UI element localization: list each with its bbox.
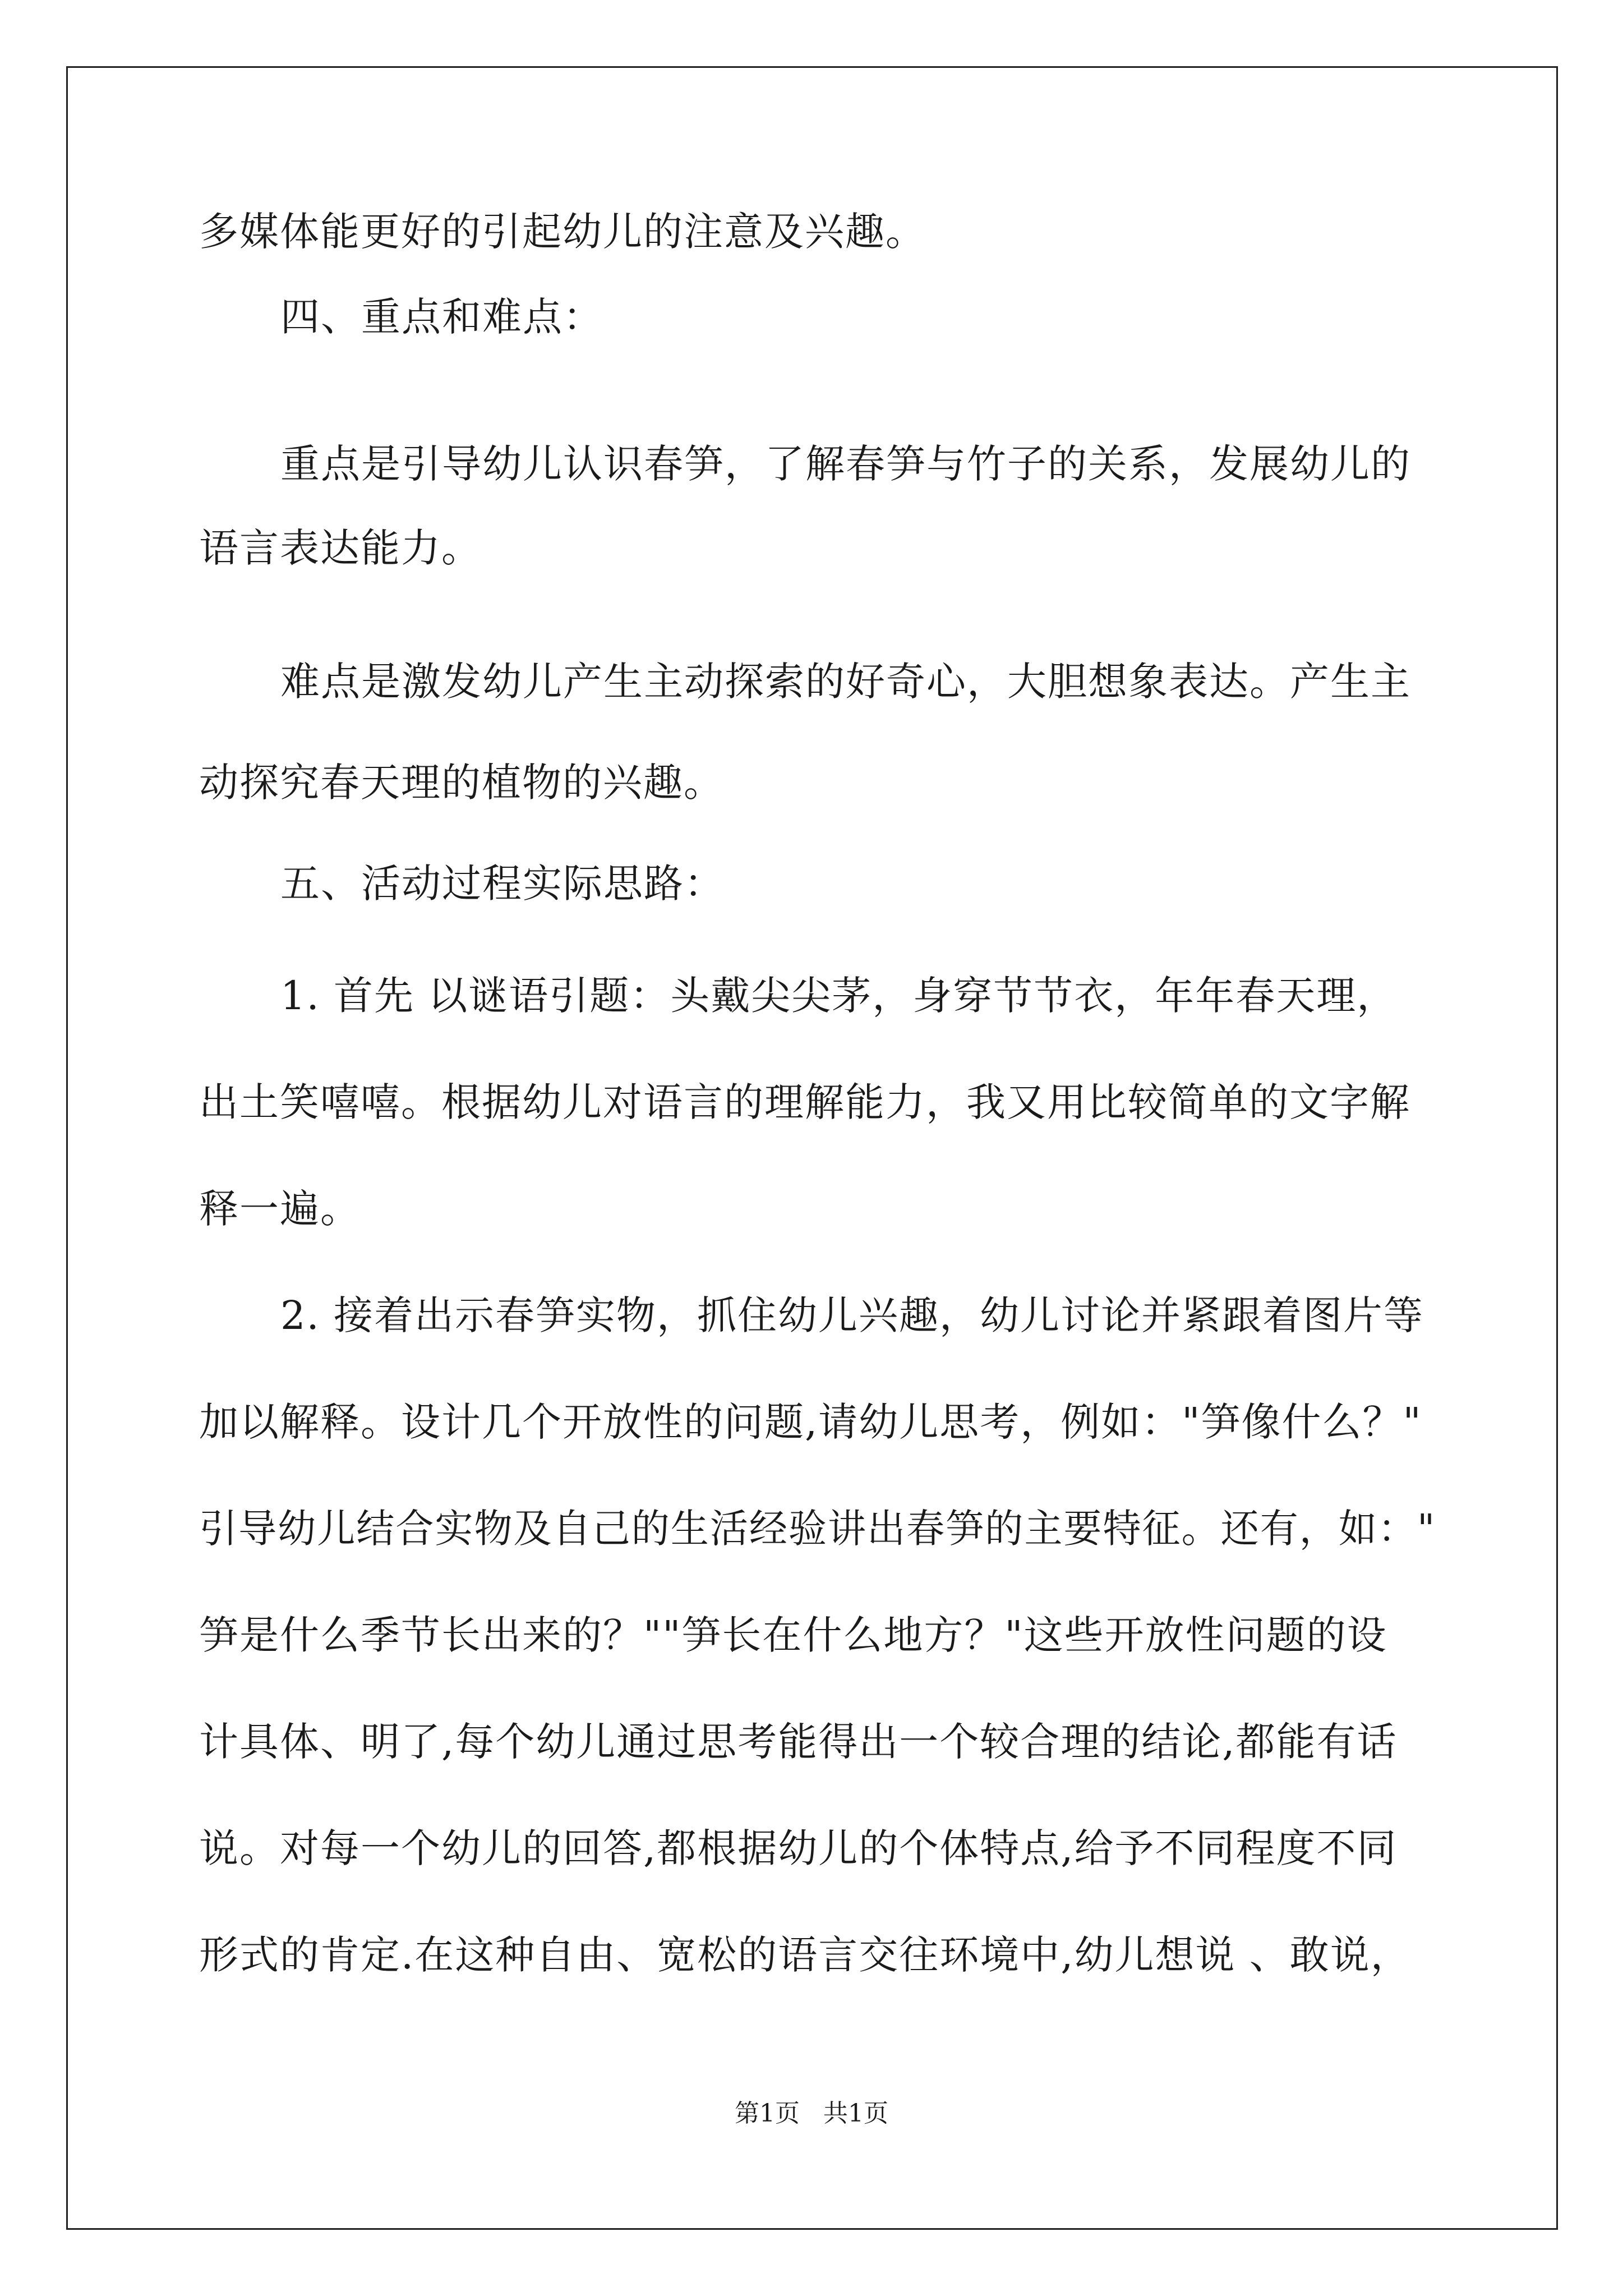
paragraph-line: 形式的肯定.在这种自由、宽松的语言交往环境中,幼儿想说 、敢说， — [199, 1932, 1411, 1978]
paragraph-line: 动探究春天理的植物的兴趣。 — [199, 760, 724, 806]
paragraph-line: 难点是激发幼儿产生主动探索的好奇心，大胆想象表达。产生主 — [280, 659, 1411, 705]
paragraph-line: 语言表达能力。 — [199, 525, 482, 571]
section-heading: 五、活动过程实际思路： — [280, 861, 725, 907]
paragraph-line: 引导幼儿结合实物及自己的生活经验讲出春笋的主要特征。还有，如：" — [199, 1506, 1436, 1552]
page-border — [66, 66, 1558, 2230]
paragraph-line: 重点是引导幼儿认识春笋，了解春笋与竹子的关系，发展幼儿的 — [280, 441, 1411, 487]
paragraph-line: 加以解释。设计几个开放性的问题,请幼儿思考，例如："笋像什么？" — [199, 1399, 1422, 1445]
paragraph-line: 释一遍。 — [199, 1186, 361, 1232]
paragraph-line: 说。对每一个幼儿的回答,都根据幼儿的个体特点,给予不同程度不同 — [199, 1825, 1398, 1871]
paragraph-line: 1. 首先 以谜语引题：头戴尖尖茅，身穿节节衣，年年春天理， — [280, 973, 1398, 1019]
paragraph-line: 多媒体能更好的引起幼儿的注意及兴趣。 — [199, 209, 926, 255]
paragraph-line: 笋是什么季节长出来的？""笋长在什么地方？"这些开放性问题的设 — [199, 1612, 1387, 1658]
page-number-footer: 第1页 共1页 — [735, 2099, 888, 2128]
paragraph-line: 计具体、明了,每个幼儿通过思考能得出一个较合理的结论,都能有话 — [199, 1719, 1398, 1765]
section-heading: 四、重点和难点： — [280, 294, 603, 340]
paragraph-line: 出土笑嘻嘻。根据幼儿对语言的理解能力，我又用比较简单的文字解 — [199, 1079, 1410, 1125]
paragraph-line: 2. 接着出示春笋实物，抓住幼儿兴趣，幼儿讨论并紧跟着图片等 — [280, 1292, 1424, 1338]
